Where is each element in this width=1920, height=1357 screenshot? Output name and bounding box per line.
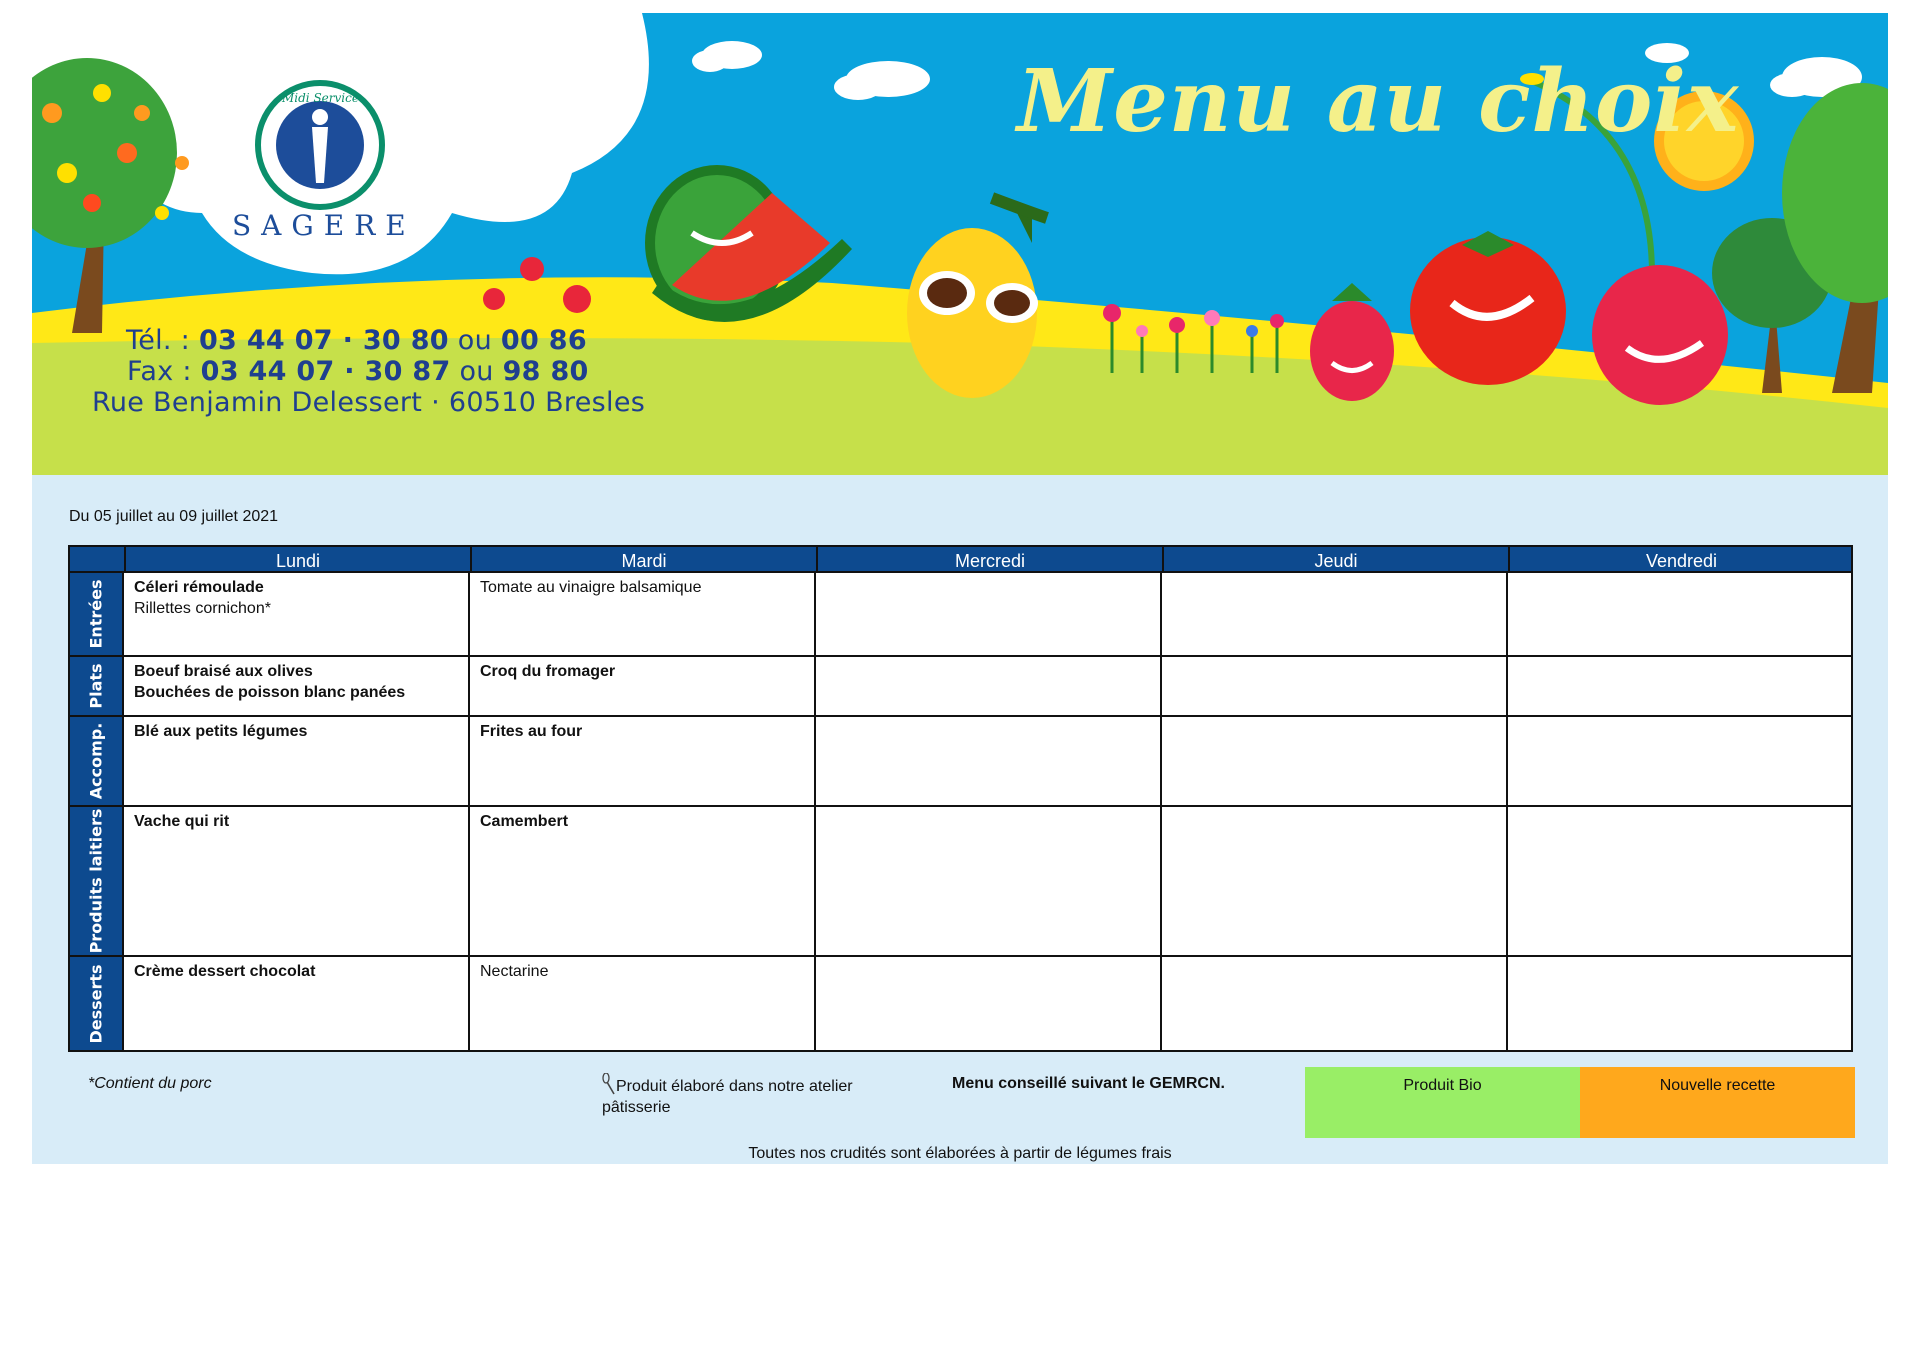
logo-name: SAGERE (232, 209, 416, 242)
menu-cell (814, 805, 1162, 957)
banner-title: Menu au choix (1017, 51, 1740, 152)
menu-cell (1160, 655, 1508, 717)
day-header-vendredi: Vendredi (1508, 547, 1853, 573)
menu-cell (1160, 805, 1508, 957)
fax-alt: 98 80 (502, 356, 589, 387)
menu-cell (468, 715, 816, 807)
phone-alt: 00 86 (500, 325, 587, 356)
menu-cell (122, 805, 470, 957)
dish-item: Céleri rémoulade (134, 579, 264, 596)
dish-item: Boeuf braisé aux olives (134, 663, 313, 680)
menu-cell (468, 955, 816, 1052)
dish-item: Blé aux petits légumes (134, 723, 308, 740)
day-header-lundi: Lundi (124, 547, 470, 573)
menu-cell (468, 571, 816, 657)
menu-cell (814, 655, 1162, 717)
pork-note: *Contient du porc (88, 1075, 212, 1092)
legend-bio: Produit Bio (1305, 1067, 1580, 1138)
apple-icon (563, 285, 591, 313)
menu-page (32, 13, 1888, 1164)
phone-or: ou (448, 325, 501, 356)
category-cell (68, 655, 124, 717)
contact-phone (126, 325, 587, 356)
fax-or: ou (450, 356, 503, 387)
dish-item: Crème dessert chocolat (134, 963, 316, 980)
category-cell (68, 805, 124, 957)
whisk-icon (602, 1073, 616, 1095)
menu-cell (1160, 955, 1508, 1052)
dish-item: Croq du fromager (480, 663, 616, 680)
apple-icon (483, 288, 505, 310)
contact-address: Rue Benjamin Delessert · 60510 Bresles (92, 387, 646, 418)
gemrcn-note: Menu conseillé suivant le GEMRCN. (952, 1075, 1225, 1092)
date-range: Du 05 juillet au 09 juillet 2021 (69, 508, 279, 525)
menu-cell (122, 655, 470, 717)
dish-item: Vache qui rit (134, 813, 230, 830)
menu-cell (814, 571, 1162, 657)
menu-cell (1506, 571, 1853, 657)
category-cell (68, 571, 124, 657)
dish-item: Tomate au vinaigre balsamique (480, 579, 702, 596)
apple-icon (520, 257, 544, 281)
menu-cell (122, 715, 470, 807)
day-header-mercredi: Mercredi (816, 547, 1162, 573)
dish-item: Nectarine (480, 963, 549, 980)
fax-number: 03 44 07 · 30 87 (200, 356, 451, 387)
menu-cell (468, 655, 816, 717)
contact-fax (127, 356, 589, 387)
menu-cell (814, 955, 1162, 1052)
menu-cell (1506, 655, 1853, 717)
dish-item: Camembert (480, 813, 569, 830)
phone-number: 03 44 07 · 30 80 (198, 325, 449, 356)
menu-cell (122, 571, 470, 657)
menu-content (32, 475, 1888, 1164)
category-label: Desserts (86, 963, 106, 1044)
tomato-icon (1410, 231, 1566, 385)
menu-cell (1160, 715, 1508, 807)
footer-note: Toutes nos crudités sont élaborées à partir de légumes frais (748, 1145, 1172, 1162)
patisserie-note (602, 1073, 902, 1118)
category-label: Entrées (86, 579, 106, 649)
dish-item: Rillettes cornichon* (134, 600, 271, 617)
menu-cell (1506, 715, 1853, 807)
dish-item: Bouchées de poisson blanc panées (134, 684, 406, 701)
menu-cell (1160, 571, 1508, 657)
banner (32, 13, 1888, 475)
raspberry-icon (1310, 283, 1394, 401)
menu-cell (122, 955, 470, 1052)
day-header-row (68, 545, 1853, 573)
day-header-jeudi: Jeudi (1162, 547, 1508, 573)
menu-cell (468, 805, 816, 957)
phone-label: Tél. : (126, 325, 199, 356)
category-label: Plats (86, 663, 106, 709)
menu-cell (1506, 955, 1853, 1052)
menu-cell (1506, 805, 1853, 957)
menu-cell (814, 715, 1162, 807)
category-cell (68, 715, 124, 807)
category-label: Accomp. (86, 722, 106, 800)
fax-label: Fax : (127, 356, 201, 387)
day-header-mardi: Mardi (470, 547, 816, 573)
legend-new-recipe: Nouvelle recette (1580, 1067, 1855, 1138)
category-cell (68, 955, 124, 1052)
logo-arc-text: Midi Service (282, 91, 359, 105)
dish-item: Frites au four (480, 723, 583, 740)
category-label: Produits laitiers (86, 808, 106, 954)
patisserie-note-text: Produit élaboré dans notre atelier pâtisserie (602, 1078, 853, 1116)
